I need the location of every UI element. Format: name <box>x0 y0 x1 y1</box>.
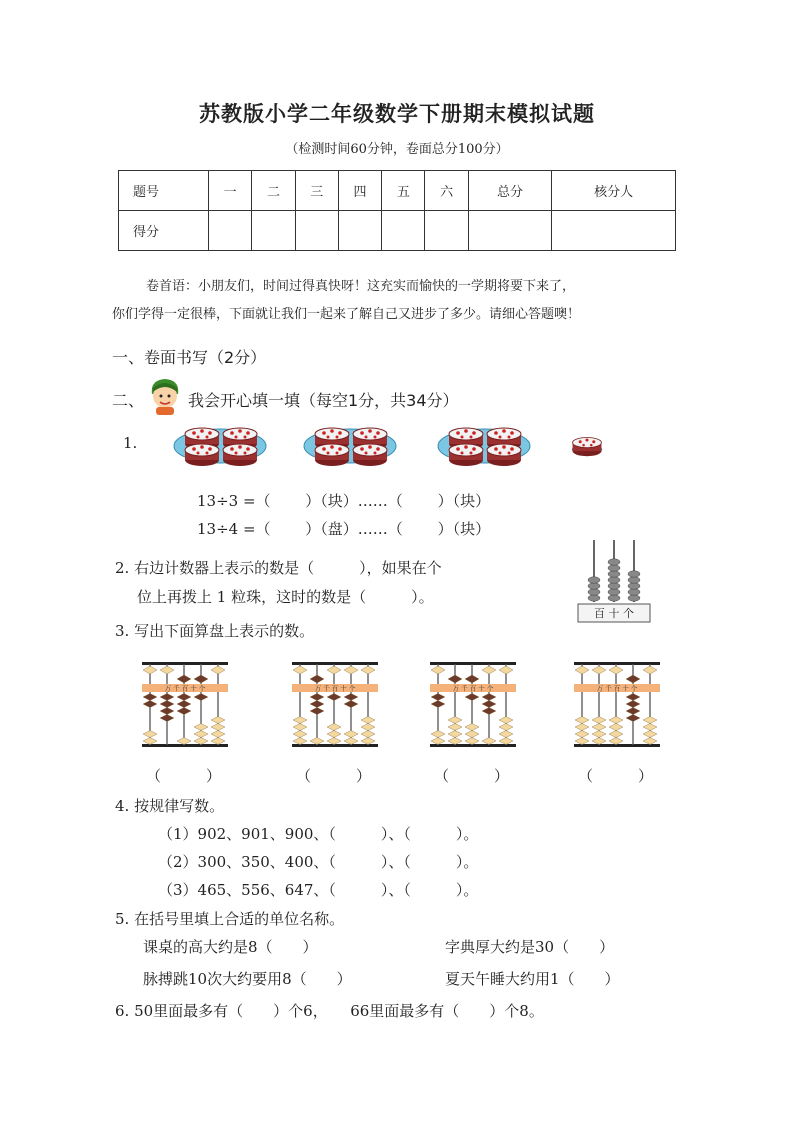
score-cell[interactable] <box>252 211 295 251</box>
abacus-bead <box>431 701 445 708</box>
abacus-bead <box>143 738 157 745</box>
abacus-bead <box>431 731 445 738</box>
question-5-c: 脉搏跳10次大约要用8（ ） <box>143 970 352 988</box>
abacus-bead <box>609 717 623 724</box>
abacus-bead <box>344 738 358 745</box>
abacus-bead <box>499 666 513 674</box>
question-2-line-1: 2. 右边计数器上表示的数是（ ），如果在个 <box>115 559 442 577</box>
question-3-text: 3. 写出下面算盘上表示的数。 <box>115 622 315 640</box>
abacus-bead <box>177 701 191 708</box>
abacus-bead <box>609 666 623 674</box>
abacus-bead <box>448 724 462 731</box>
score-cell[interactable] <box>295 211 338 251</box>
abacus-bead <box>499 738 513 745</box>
abacus-bead <box>592 717 606 724</box>
abacus-bead <box>143 694 157 701</box>
abacus-bead <box>327 738 341 745</box>
question-5-a: 课桌的高大约是8（ ） <box>143 938 318 956</box>
abacus-bead <box>344 731 358 738</box>
abacus-bead <box>643 666 657 674</box>
abacus-bead <box>177 708 191 715</box>
question-1-number: 1. <box>123 434 138 452</box>
abacus-bead <box>431 694 445 701</box>
question-5-d: 夏天午睡大约用1（ ） <box>445 970 620 988</box>
table-cell: 四 <box>338 171 381 211</box>
intro-line-1: 卷首语：小朋友们，时间过得真快呀！这充实而愉快的一学期将要下来了， <box>146 279 576 294</box>
abacus-bead <box>160 666 174 674</box>
abacus-place-label: 万 千 百 十 个 <box>452 684 494 693</box>
abacus-place-label: 万 千 百 十 个 <box>314 684 356 693</box>
question-4-line-2: （2）300、350、400、（ ）、（ ）。 <box>158 853 479 871</box>
abacus-bead <box>327 694 341 701</box>
table-cell: 得分 <box>119 211 209 251</box>
abacus-bead <box>626 694 640 701</box>
abacus-bead <box>194 731 208 738</box>
abacus-bead <box>143 666 157 674</box>
abacus-bead <box>575 717 589 724</box>
abacus-bead <box>293 724 307 731</box>
abacus-bead <box>465 738 479 745</box>
abacus-bead <box>499 724 513 731</box>
abacus-bead <box>499 731 513 738</box>
abacus-bead <box>327 731 341 738</box>
abacus-place-label: 万 千 百 十 个 <box>596 684 638 693</box>
abacus-place-label: 万 千 百 十 个 <box>164 684 206 693</box>
abacus-bead <box>194 738 208 745</box>
counter-label: 百 十 个 <box>594 607 634 620</box>
abacus-bead <box>626 701 640 708</box>
score-table <box>118 170 676 251</box>
score-cell[interactable] <box>552 211 676 251</box>
abacus-bead <box>431 738 445 745</box>
page-title: 苏教版小学二年级数学下册期末模拟试题 <box>199 101 595 126</box>
abacus-bead <box>177 738 191 745</box>
question-1-line-1: 13÷3 =（ ）（块）……（ ）（块） <box>197 492 491 510</box>
question-5-text: 5. 在括号里填上合适的单位名称。 <box>115 910 345 928</box>
abacus-bead <box>482 701 496 708</box>
abacus-bead <box>143 701 157 708</box>
abacus-bead <box>465 724 479 731</box>
abacus-bead <box>327 666 341 674</box>
abacus-bead <box>293 738 307 745</box>
cake-plates-illustration <box>172 416 612 472</box>
abacus-bead <box>177 694 191 701</box>
abacus-bead <box>194 694 208 701</box>
abacus-bead <box>643 717 657 724</box>
abacus-bead <box>448 717 462 724</box>
abacus-bead <box>448 738 462 745</box>
table-cell: 一 <box>209 171 252 211</box>
section-2-number: 二、 <box>112 391 145 410</box>
abacus-bead <box>160 694 174 701</box>
abacus-bead <box>344 666 358 674</box>
abacus-bead <box>361 717 375 724</box>
girl-mascot-icon <box>146 376 184 416</box>
abacus-bead <box>194 724 208 731</box>
section-2-heading: 我会开心填一填（每空1分，共34分） <box>188 391 459 410</box>
question-4-text: 4. 按规律写数。 <box>115 797 225 815</box>
table-cell: 五 <box>382 171 425 211</box>
abacus-bead <box>626 708 640 715</box>
score-table-header-row <box>119 171 676 211</box>
score-cell[interactable] <box>382 211 425 251</box>
abacus-bead <box>626 715 640 722</box>
question-1-line-2: 13÷4 =（ ）（盘）……（ ）（块） <box>197 520 491 538</box>
table-cell: 核分人 <box>552 171 676 211</box>
abacus-bead <box>482 738 496 745</box>
abacus-bead <box>211 731 225 738</box>
abacus-bead <box>310 701 324 708</box>
counting-frame-illustration <box>576 536 652 628</box>
abacus-answer-blank[interactable]: （ ） <box>146 767 222 785</box>
abacus-bead <box>609 738 623 745</box>
abacus-bead <box>143 731 157 738</box>
abacus-answer-blank[interactable]: （ ） <box>578 767 654 785</box>
abacus-bead <box>160 715 174 722</box>
abacus-bead <box>482 708 496 715</box>
score-cell[interactable] <box>425 211 468 251</box>
abacus-bead <box>465 694 479 701</box>
abacus-answer-blank[interactable]: （ ） <box>434 767 510 785</box>
table-cell: 三 <box>295 171 338 211</box>
abacus-illustration <box>290 660 380 752</box>
abacus-bead <box>499 717 513 724</box>
abacus-bead <box>160 701 174 708</box>
abacus-bead <box>211 738 225 745</box>
abacus-bead <box>361 738 375 745</box>
abacus-bead <box>344 694 358 701</box>
abacus-bead <box>310 675 324 683</box>
abacus-bead <box>448 731 462 738</box>
score-table-score-row <box>119 211 676 251</box>
abacus-bead <box>310 708 324 715</box>
score-cell[interactable] <box>338 211 381 251</box>
abacus-bead <box>160 708 174 715</box>
abacus-bead <box>211 666 225 674</box>
abacus-bead <box>643 731 657 738</box>
abacus-bead <box>592 666 606 674</box>
abacus-bead <box>361 724 375 731</box>
abacus-bead <box>344 701 358 708</box>
abacus-bead <box>361 666 375 674</box>
abacus-bead <box>575 724 589 731</box>
section-1-heading: 一、卷面书写（2分） <box>112 348 267 367</box>
question-6-text: 6. 50里面最多有（ ）个6， 66里面最多有（ ）个8。 <box>115 1002 544 1020</box>
abacus-bead <box>194 675 208 683</box>
abacus-bead <box>177 675 191 683</box>
question-2-line-2: 位上再拨上 1 粒珠，这时的数是（ ）。 <box>137 588 434 606</box>
abacus-bead <box>465 731 479 738</box>
abacus-bead <box>465 675 479 683</box>
question-4-line-3: （3）465、556、647、（ ）、（ ）。 <box>158 881 479 899</box>
page-subtitle: （检测时间60分钟，卷面总分100分） <box>285 142 509 157</box>
abacus-bead <box>361 731 375 738</box>
abacus-bead <box>293 731 307 738</box>
abacus-bead <box>575 731 589 738</box>
question-5-b: 字典厚大约是30（ ） <box>445 938 615 956</box>
question-4-line-1: （1）902、901、900、（ ）、（ ）。 <box>158 825 479 843</box>
abacus-illustration <box>572 660 662 752</box>
table-cell: 二 <box>252 171 295 211</box>
abacus-bead <box>626 675 640 683</box>
abacus-answer-blank[interactable]: （ ） <box>296 767 372 785</box>
abacus-bead <box>293 666 307 674</box>
abacus-bead <box>592 731 606 738</box>
abacus-bead <box>211 717 225 724</box>
abacus-bead <box>609 731 623 738</box>
abacus-bead <box>211 724 225 731</box>
table-cell: 六 <box>425 171 468 211</box>
abacus-bead <box>643 738 657 745</box>
intro-line-2: 你们学得一定很棒，下面就让我们一起来了解自己又进步了多少。请细心答题噢！ <box>112 307 581 322</box>
abacus-bead <box>293 717 307 724</box>
score-cell[interactable] <box>468 211 551 251</box>
abacus-bead <box>592 724 606 731</box>
abacus-illustration <box>428 660 518 752</box>
table-cell: 总分 <box>468 171 551 211</box>
table-cell: 题号 <box>119 171 209 211</box>
abacus-bead <box>327 724 341 731</box>
abacus-bead <box>310 738 324 745</box>
abacus-bead <box>448 675 462 683</box>
score-cell[interactable] <box>209 211 252 251</box>
abacus-bead <box>482 666 496 674</box>
abacus-bead <box>575 666 589 674</box>
abacus-bead <box>592 738 606 745</box>
abacus-bead <box>310 694 324 701</box>
abacus-bead <box>609 724 623 731</box>
abacus-bead <box>431 666 445 674</box>
abacus-illustration <box>140 660 230 752</box>
abacus-bead <box>482 694 496 701</box>
abacus-bead <box>575 738 589 745</box>
abacus-bead <box>643 724 657 731</box>
